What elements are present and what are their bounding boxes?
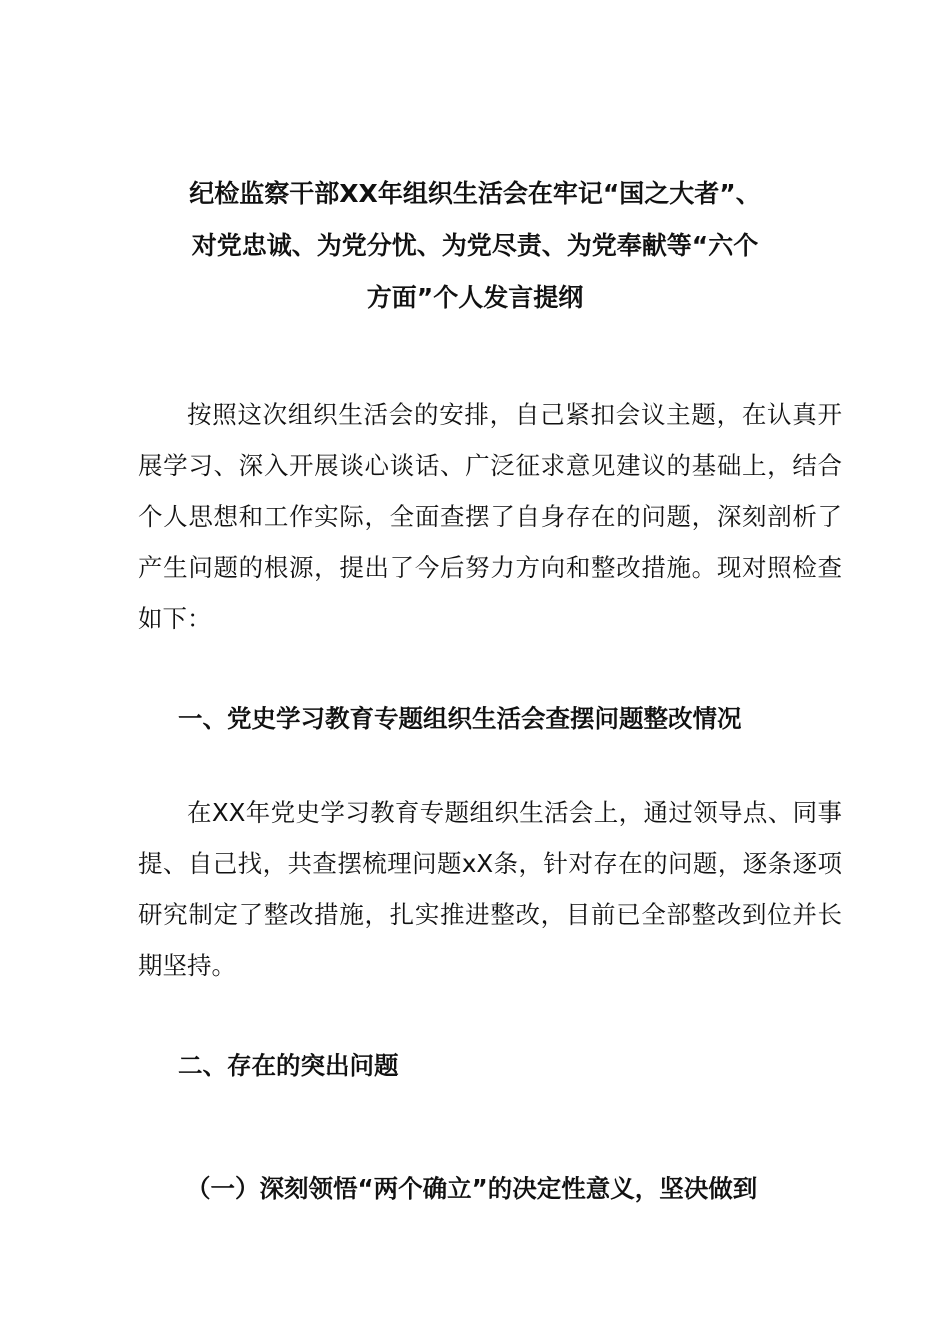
document-title <box>120 168 830 324</box>
section-1-heading: 一、党史学习教育专题组织生活会查摆问题整改情况 <box>178 704 742 733</box>
subsection-1-heading: （一）深刻领悟“两个确立”的决定性意义，坚决做到 <box>186 1174 758 1203</box>
section-2-heading: 二、存在的突出问题 <box>178 1051 399 1080</box>
intro-paragraph: 按照这次组织生活会的安排，自己紧扣会议主题，在认真开展学习、深入开展谈心谈话、广泛征求意见建议的基础上，结合个人思想和工作实际，全面查摆了自身存在的问题，深刻剖析了产生问题的根源，提出了今后努力方向和整改措施。现对照检查如下： <box>138 400 842 633</box>
title-line-2: 对党忠诚、为党分忧、为党尽责、为党奉献等“六个 <box>191 231 759 260</box>
section-1-paragraph: 在XX年党史学习教育专题组织生活会上，通过领导点、同事提、自己找，共查摆梳理问题xX条，针对存在的问题，逐条逐项研究制定了整改措施，扎实推进整改，目前已全部整改到位并长期坚持。 <box>138 798 842 980</box>
title-line-3: 方面”个人发言提纲 <box>366 283 584 312</box>
title-line-1: 纪检监察干部XX年组织生活会在牢记“国之大者”、 <box>189 179 761 208</box>
